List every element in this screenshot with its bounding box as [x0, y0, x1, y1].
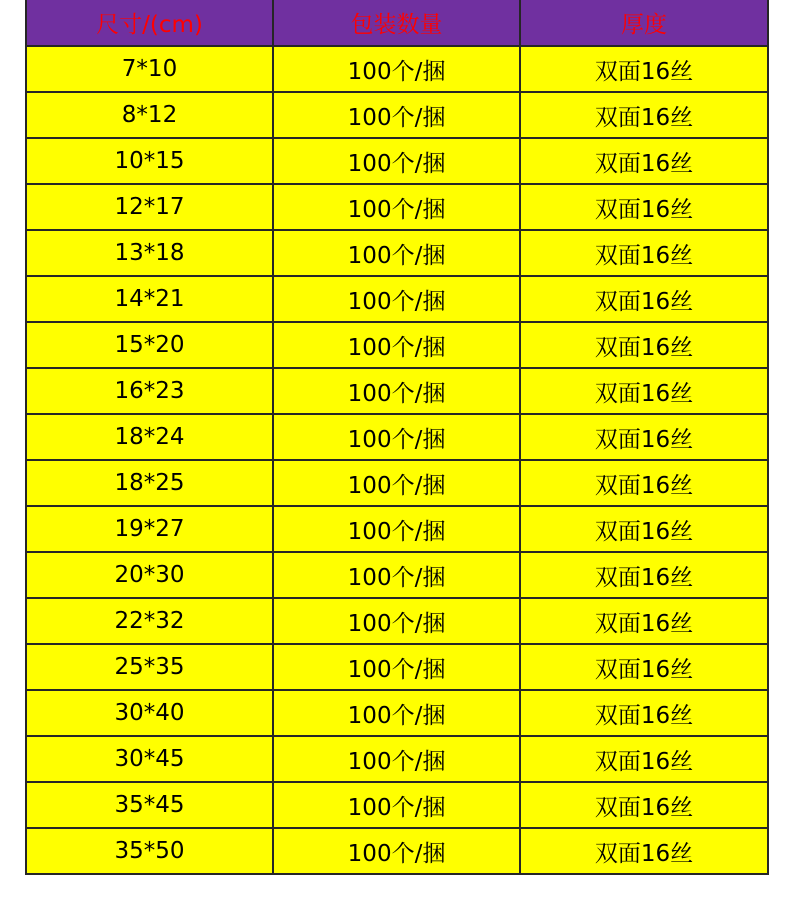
cell-thickness: 双面16丝 [520, 690, 768, 736]
table-row [26, 690, 768, 736]
header-package-quantity: 包装数量 [273, 0, 520, 46]
cell-package-quantity: 100个/捆 [273, 138, 520, 184]
table-row [26, 460, 768, 506]
cell-package-quantity: 100个/捆 [273, 782, 520, 828]
cell-thickness: 双面16丝 [520, 184, 768, 230]
cell-thickness: 双面16丝 [520, 276, 768, 322]
table-row [26, 46, 768, 92]
cell-package-quantity: 100个/捆 [273, 184, 520, 230]
header-row [26, 0, 768, 46]
cell-thickness: 双面16丝 [520, 368, 768, 414]
table-row [26, 598, 768, 644]
cell-size: 35*45 [26, 782, 273, 828]
cell-size: 10*15 [26, 138, 273, 184]
cell-size: 35*50 [26, 828, 273, 874]
cell-thickness: 双面16丝 [520, 322, 768, 368]
cell-size: 15*20 [26, 322, 273, 368]
cell-thickness: 双面16丝 [520, 138, 768, 184]
cell-size: 14*21 [26, 276, 273, 322]
header-size: 尺寸/(cm) [26, 0, 273, 46]
cell-thickness: 双面16丝 [520, 414, 768, 460]
cell-size: 16*23 [26, 368, 273, 414]
cell-thickness: 双面16丝 [520, 46, 768, 92]
table-row [26, 368, 768, 414]
cell-package-quantity: 100个/捆 [273, 230, 520, 276]
table-row [26, 138, 768, 184]
cell-thickness: 双面16丝 [520, 644, 768, 690]
spec-table [25, 0, 769, 875]
table-row [26, 782, 768, 828]
cell-package-quantity: 100个/捆 [273, 690, 520, 736]
cell-size: 18*25 [26, 460, 273, 506]
cell-size: 13*18 [26, 230, 273, 276]
cell-package-quantity: 100个/捆 [273, 552, 520, 598]
table-row [26, 276, 768, 322]
cell-package-quantity: 100个/捆 [273, 414, 520, 460]
table-row [26, 644, 768, 690]
cell-package-quantity: 100个/捆 [273, 598, 520, 644]
cell-thickness: 双面16丝 [520, 506, 768, 552]
table-row [26, 736, 768, 782]
cell-size: 20*30 [26, 552, 273, 598]
cell-thickness: 双面16丝 [520, 460, 768, 506]
cell-package-quantity: 100个/捆 [273, 644, 520, 690]
table-row [26, 828, 768, 874]
cell-thickness: 双面16丝 [520, 782, 768, 828]
cell-size: 30*45 [26, 736, 273, 782]
cell-size: 18*24 [26, 414, 273, 460]
cell-package-quantity: 100个/捆 [273, 276, 520, 322]
cell-package-quantity: 100个/捆 [273, 322, 520, 368]
cell-thickness: 双面16丝 [520, 552, 768, 598]
cell-size: 7*10 [26, 46, 273, 92]
table-row [26, 506, 768, 552]
table-row [26, 92, 768, 138]
cell-size: 22*32 [26, 598, 273, 644]
table-row [26, 230, 768, 276]
cell-size: 25*35 [26, 644, 273, 690]
cell-size: 30*40 [26, 690, 273, 736]
cell-size: 8*12 [26, 92, 273, 138]
cell-package-quantity: 100个/捆 [273, 46, 520, 92]
table-body [26, 46, 768, 874]
cell-thickness: 双面16丝 [520, 92, 768, 138]
cell-thickness: 双面16丝 [520, 598, 768, 644]
table-row [26, 184, 768, 230]
table-row [26, 552, 768, 598]
cell-thickness: 双面16丝 [520, 736, 768, 782]
cell-size: 19*27 [26, 506, 273, 552]
cell-thickness: 双面16丝 [520, 230, 768, 276]
cell-package-quantity: 100个/捆 [273, 736, 520, 782]
cell-package-quantity: 100个/捆 [273, 92, 520, 138]
table-header [26, 0, 768, 46]
cell-package-quantity: 100个/捆 [273, 828, 520, 874]
cell-package-quantity: 100个/捆 [273, 368, 520, 414]
cell-package-quantity: 100个/捆 [273, 506, 520, 552]
table-row [26, 414, 768, 460]
header-thickness: 厚度 [520, 0, 768, 46]
cell-package-quantity: 100个/捆 [273, 460, 520, 506]
table-row [26, 322, 768, 368]
cell-size: 12*17 [26, 184, 273, 230]
cell-thickness: 双面16丝 [520, 828, 768, 874]
